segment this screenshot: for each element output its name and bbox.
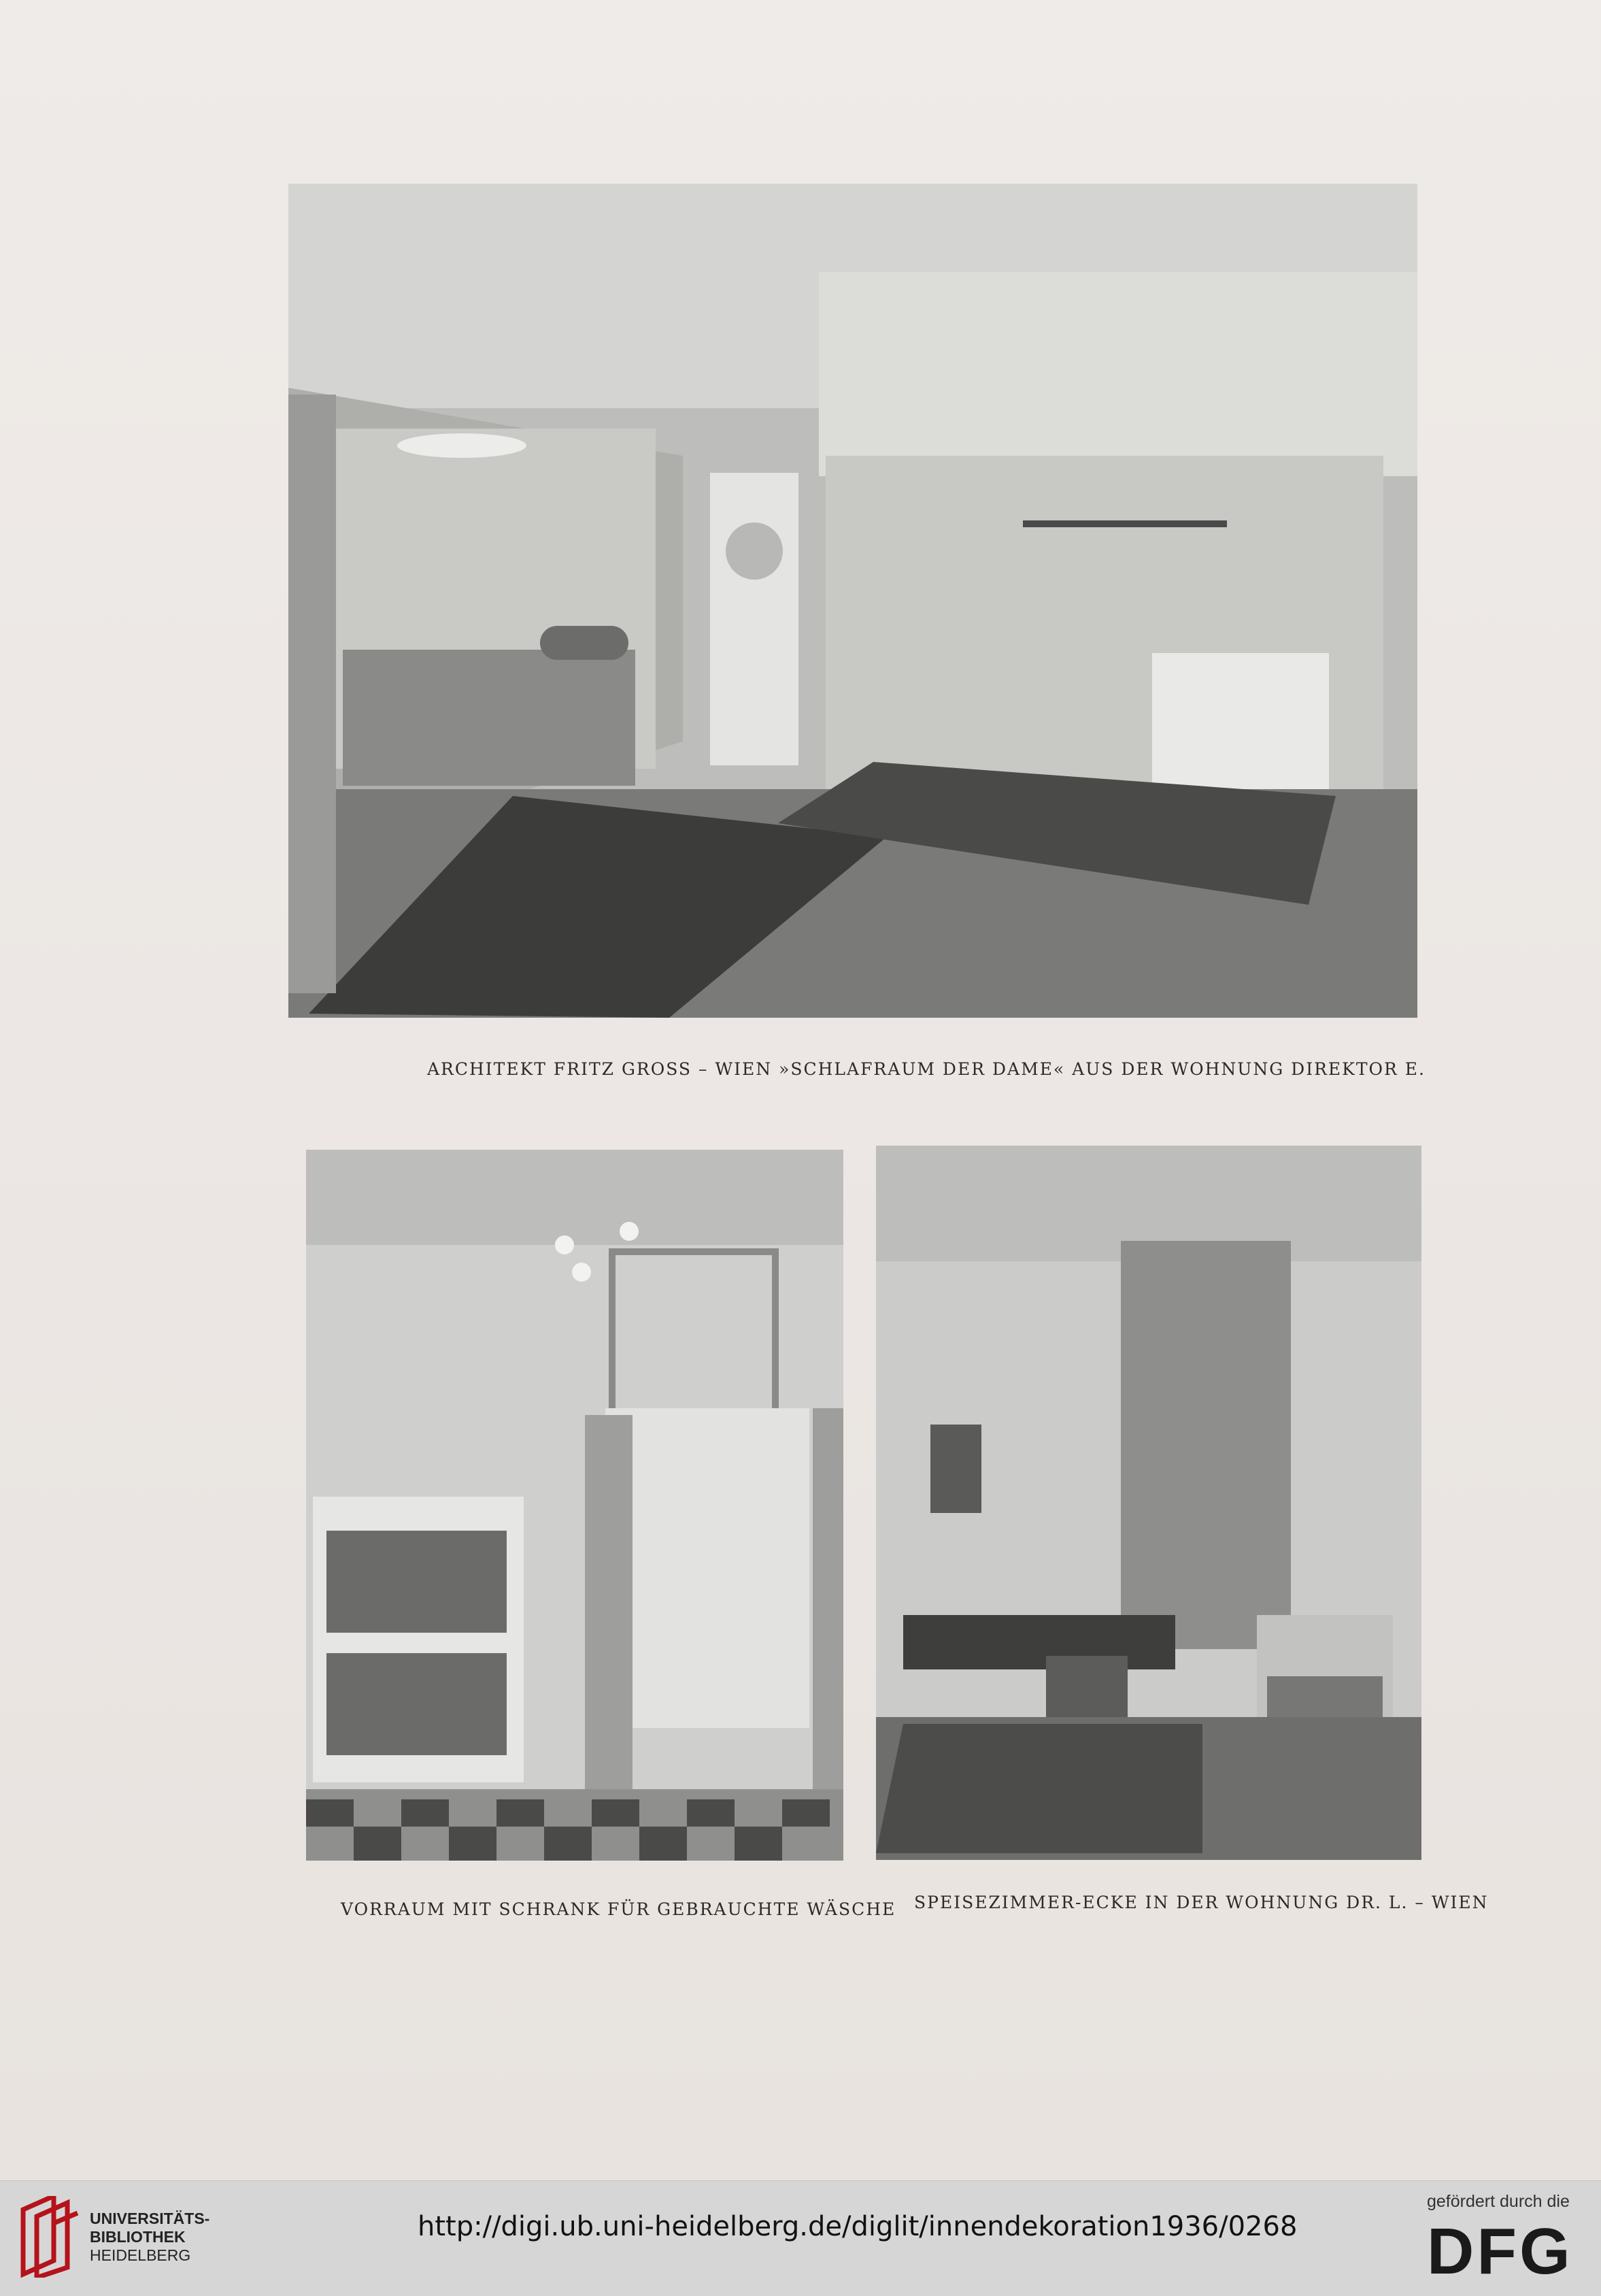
library-line-2: BIBLIOTHEK xyxy=(90,2228,186,2246)
source-url[interactable]: http://digi.ub.uni-heidelberg.de/diglit/innendekoration1936/0268 xyxy=(418,2211,1298,2242)
dfg-logo: DFG xyxy=(1427,2215,1573,2288)
ub-heidelberg-logo xyxy=(16,2196,84,2278)
photo-bedroom xyxy=(288,184,1417,1018)
photo-dining xyxy=(876,1146,1421,1860)
caption-top: ARCHITEKT FRITZ GROSS – WIEN »SCHLAFRAUM DER DAME« AUS DER WOHNUNG DIREKTOR E. xyxy=(427,1059,1426,1079)
library-name xyxy=(90,2210,209,2265)
funded-by-label: gefördert durch die xyxy=(1427,2192,1570,2211)
library-line-3: HEIDELBERG xyxy=(90,2246,191,2264)
caption-bottom-left: VORRAUM MIT SCHRANK FÜR GEBRAUCHTE WÄSCHE xyxy=(341,1899,896,1919)
caption-bottom-right: SPEISEZIMMER-ECKE IN DER WOHNUNG DR. L. – WIEN xyxy=(914,1893,1489,1912)
photo-entrance xyxy=(306,1150,843,1861)
library-line-1: UNIVERSITÄTS- xyxy=(90,2210,210,2227)
